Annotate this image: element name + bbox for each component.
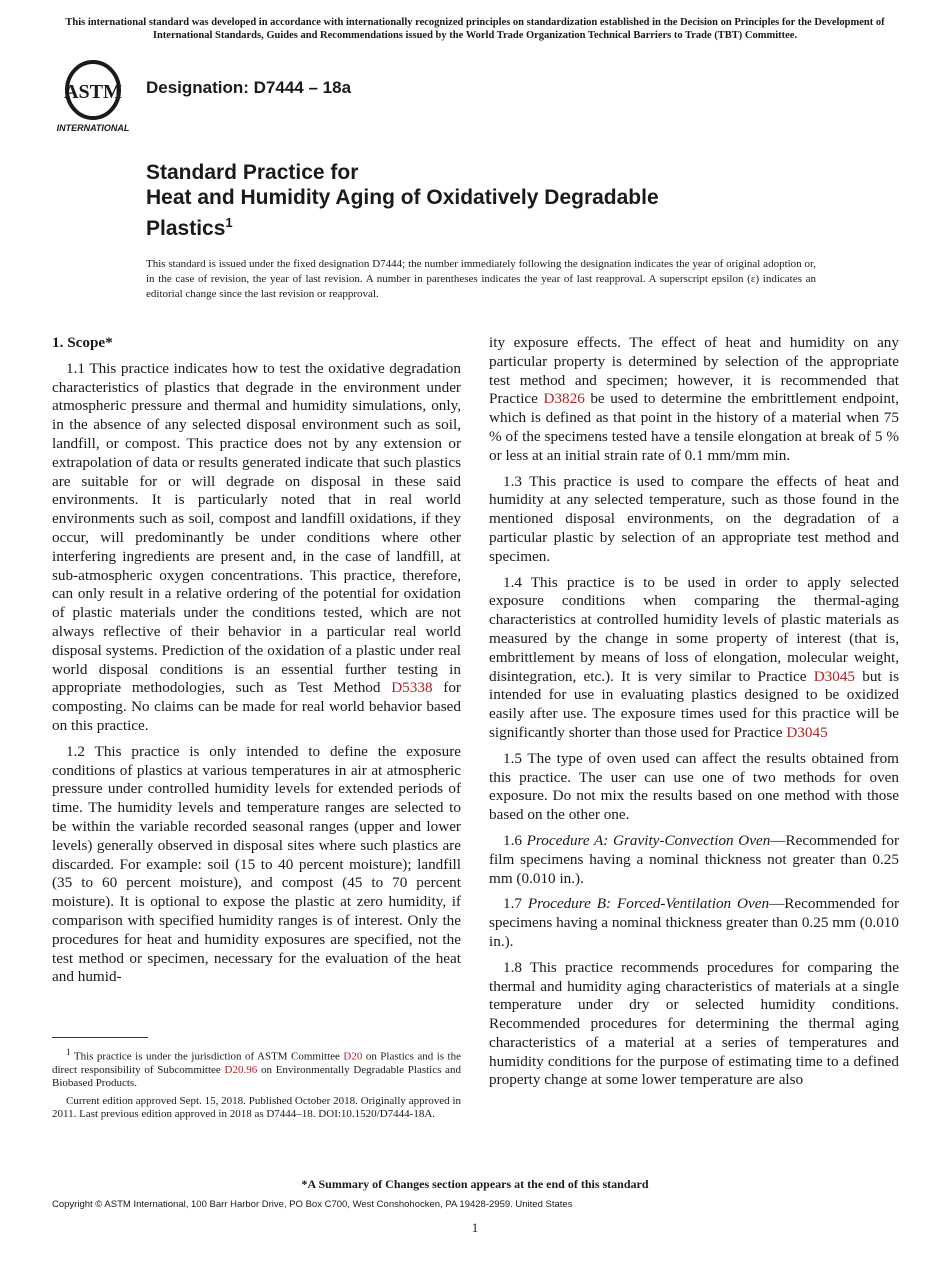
summary-note: *A Summary of Changes section appears at the end of this standard [301, 1177, 649, 1191]
page-title [146, 160, 846, 241]
title-line-1: Standard Practice for [146, 161, 359, 184]
footnotes [52, 1046, 461, 1126]
right-column [489, 334, 899, 1090]
paragraph-1-3: 1.3 This practice is used to compare the effects of heat and humidity at any selected temperature, such as those found in the mentioned disposal environments, on the degradation of a particular plastic by selection of an appropriate test method and specimen. [489, 472, 899, 565]
title-line-2: Heat and Humidity Aging of Oxidatively Degradable [146, 186, 659, 209]
footnote-1-mark: 1 [66, 1047, 71, 1057]
paragraph-1-8: 1.8 This practice recommends procedures for comparing the thermal and humidity aging characteristics of materials at a single temperature under dry or selected humidity conditions. Recommended procedures for determining the thermal aging characteristics of a material at a series of temperatures and humidity conditions for the purpose of estimating time to a defined property change at some lower temperature are also [489, 958, 899, 1089]
footnote-divider [52, 1037, 148, 1038]
p1-7-procedure-title: Procedure B: Forced-Ventilation Oven [527, 895, 770, 913]
astm-logo-subtext: INTERNATIONAL [56, 123, 130, 133]
footnote-1 [52, 1046, 461, 1091]
ref-d3045-link[interactable]: D3045 [813, 667, 856, 685]
paragraph-1-2-continued [489, 334, 899, 466]
footnote-1-text-b: on Plastics and is the direct responsibility of Subcommittee [52, 1050, 461, 1077]
footnote-approval: Current edition approved Sept. 15, 2018. Published October 2018. Originally approved in 2011. Last previous edition approved in 2018 as D7444–18. DOI:10.1520/D7444-18A. [52, 1094, 461, 1121]
ref-d2096-link[interactable]: D20.96 [224, 1064, 258, 1077]
p1-6-num: 1.6 [503, 831, 527, 849]
ref-d3826-link[interactable]: D3826 [543, 390, 585, 408]
issued-notice: This standard is issued under the fixed designation D7444; the number immediately following the designation indicates the year of original adoption or, in the case of revision, the year of last revision. A number in parentheses indicates the year of last reapproval. A superscript epsilon (ε) indicates an editorial change since the last revision or reapproval. [146, 258, 816, 300]
left-column [52, 334, 461, 987]
paragraph-1-7 [489, 895, 899, 951]
paragraph-1-1 [52, 360, 461, 736]
p1-7-text: —Recommended for specimens having a nominal thickness greater than 0.25 mm (0.010 in.). [489, 895, 900, 950]
footnote-1-text-a: This practice is under the jurisdiction of ASTM Committee [70, 1050, 344, 1063]
title-footnote-mark: 1 [225, 215, 233, 230]
page-number: 1 [471, 1220, 479, 1235]
p1-4-text-b: but is intended for use in evaluating plastics designed to be oxidized easily after use. The exposure times used for this practice will be significantly shorter than those used for Practice [489, 667, 899, 741]
paragraph-1-2: 1.2 This practice is only intended to define the exposure conditions of plastics at various temperatures in air at atmospheric pressure under controlled humidity levels for extended periods of time. The humidity levels and temperature ranges are selected to be within the variable recorded seasonal ranges (upper and lower levels) generally observed in disposal sites where such plastics are discarded. For example: soil (15 to 40 percent moisture); landfill (35 to 60 percent moisture), and compost (45 to 70 percent moisture). It is optional to expose the plastic at zero humidity, if comparison with specified humidity ranges is of interest. Only the procedures for heat and humidity exposures are specified, not the test method or specimen, necessary for the evaluation of the heat and humid- [52, 742, 461, 986]
p1-2-cont-text-b: be used to determine the embrittlement endpoint, which is defined as that point in the history of a material when 75 % of the specimens tested have a tensile elongation at break of 5 % or less at an initial strain rate of 0.1 mm/mm min. [489, 390, 899, 464]
p1-1-text-b: for composting. No claims can be made for real world behavior based on this practice. [52, 679, 461, 734]
p1-4-text-a: 1.4 This practice is to be used in order to apply selected exposure conditions when comparing the thermal-aging characteristics at controlled humidity levels of plastic materials as measured by the change in some property of interest (that is, embrittlement by means of loss of elongation, molecular weight, disintegration, etc.). It is very similar to Practice [489, 573, 899, 685]
astm-logo-text: ASTM [64, 81, 122, 103]
ref-d20-link[interactable]: D20 [343, 1050, 363, 1063]
paragraph-1-4 [489, 574, 899, 743]
p1-7-num: 1.7 [503, 895, 528, 913]
p1-6-procedure-title: Procedure A: Gravity-Convection Oven [526, 831, 771, 849]
p1-6-text: —Recommended for film specimens having a nominal thickness not greater than 0.25 mm (0.010 in.). [489, 831, 899, 887]
astm-logo [52, 58, 134, 134]
p1-2-cont-text-a: ity exposure effects. The effect of heat and humidity on any particular property is determined by selection of the appropriate test method and specimen; however, it is recommended that Practice [489, 334, 899, 408]
section-heading: 1. Scope* [52, 334, 113, 351]
ref-d3045-link-2[interactable]: D3045 [786, 723, 828, 741]
ref-d5338-link[interactable]: D5338 [391, 679, 433, 697]
p1-1-text-a: 1.1 This practice indicates how to test the oxidative degradation characteristics of plastics that degrade in the environment under atmospheric pressure and thermal and humidity simulations, only, in the absence of any selected disposal environment such as soil, landfill, or compost. This practice does not by any extension or extrapolation of data or results generated indicate that such plastics are suitable for or will degrade on disposal in these said environments. It is particularly noted that in real world environments such as soil, compost and landfill oxidations, if they occur, will predominantly be under conditions where other interfering ingredients are present and, in the case of landfill, at sub-atmospheric oxygen concentrations. This practice, therefore, can only result in a relative ordering of the potential for oxidation of plastic materials under the conditions tested, which are not always reflective of their behavior in a particular real world disposal systems. Prediction of the oxidation of a plastic under real world disposal conditions is an essential further testing in appropriate methodologies, such as Test Method [52, 359, 461, 697]
title-line-3-text: Plastics [146, 217, 226, 240]
wto-notice: This international standard was developed in accordance with internationally recognized principles on standardization established in the Decision on Principles for the Development of International Standards, Guides and Recommendations issued by the World Trade Organization Technical Barriers to Trade (TBT) Committee. [65, 17, 885, 41]
title-line-3 [146, 210, 846, 241]
paragraph-1-6 [489, 832, 899, 888]
designation: Designation: D7444 – 18a [146, 78, 352, 97]
paragraph-1-5: 1.5 The type of oven used can affect the results obtained from this practice. The user can use one of two methods for oven exposure. Do not mix the results based on one method with those based on the other one. [489, 749, 899, 824]
copyright: Copyright © ASTM International, 100 Barr Harbor Drive, PO Box C700, West Conshohocken, PA 19428-2959. United States [52, 1199, 573, 1210]
footnote-1-text-c: on Environmentally Degradable Plastics and Biobased Products. [52, 1064, 461, 1090]
